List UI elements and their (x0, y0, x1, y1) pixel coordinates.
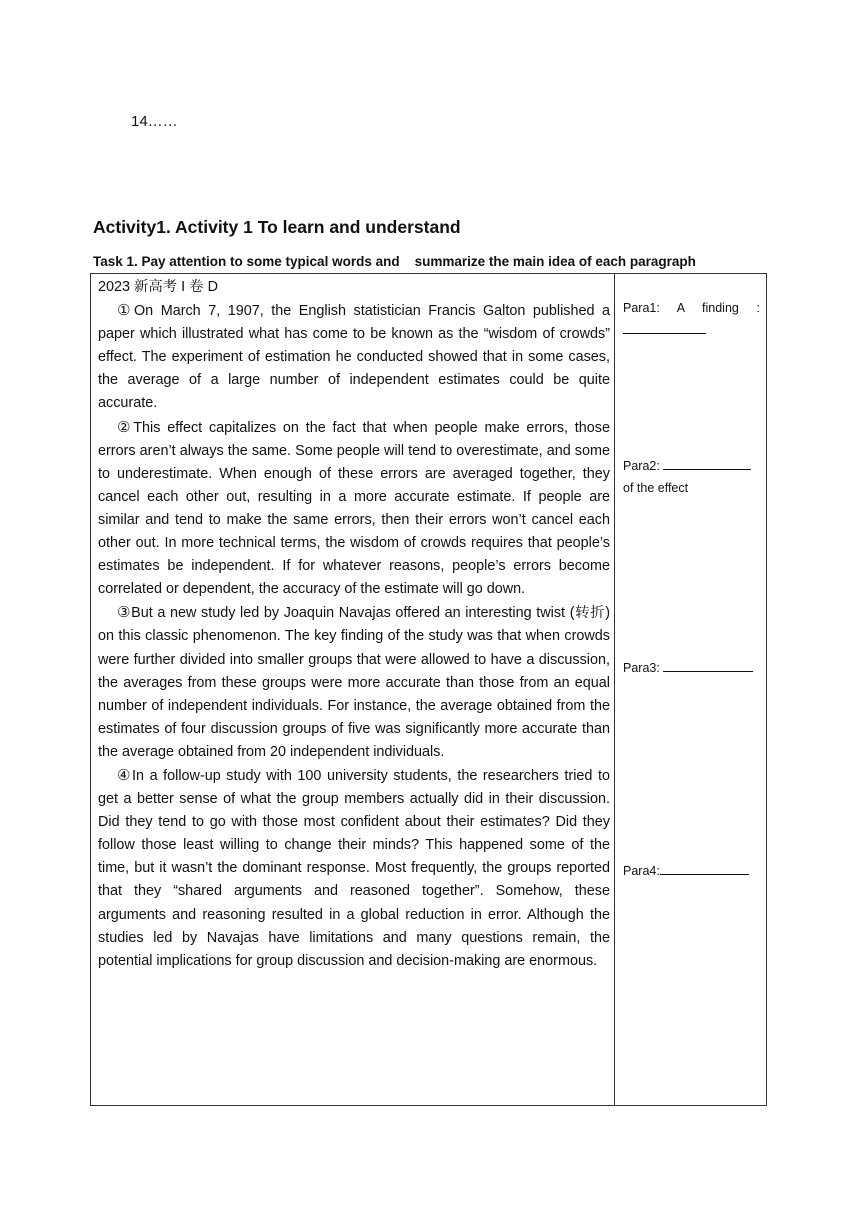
page-number-fragment: 14…… (131, 113, 178, 130)
paragraph-1 (98, 299, 610, 415)
para3-note (623, 657, 760, 679)
para2-suffix: of the effect (623, 481, 689, 495)
para1-note (623, 297, 760, 341)
task-instruction: Task 1. Pay attention to some typical words and summarize the main idea of each paragraph (93, 254, 696, 269)
para1-word-a: A (676, 301, 685, 315)
paragraph-text: But a new study led by Joaquin Navajas offered an interesting twist (转折) on this classic phenomenon. The key finding of the study was that when crowds were further divided into smaller groups that were allowed to have a discussion, the averages from these groups were more accurate than those from an equal number of independent individuals. For instance, the average obtained from the estimates of four discussion groups of five was significantly more accurate than the average obtained from 20 independent individuals. (98, 605, 610, 760)
para2-label: Para2: (623, 459, 660, 473)
paragraph-text: In a follow-up study with 100 university students, the researchers tried to get a better sense of what the group members actually did in their discussion. Did they tend to go with those most confident about their estimates? Did they follow those least willing to change their minds? This happened some of the time, but it wasn’t the dominant response. Most frequently, the groups reported that they “shared arguments and reasoned together”. Somehow, these arguments and reasoning resulted in a global reduction in error. Although the studies led by Navajas have limitations and many questions remain, the potential implications for group discussion and decision-making are enormous. (98, 767, 610, 969)
paragraph-2 (98, 416, 610, 602)
para4-label: Para4: (623, 864, 660, 878)
para2-blank[interactable] (663, 457, 751, 470)
paragraph-text: This effect capitalizes on the fact that when people make errors, those errors aren’t always the same. Some people will tend to overestimate, and some to underestimate. When enough of these errors are averaged together, they cancel each other out, resulting in a more accurate estimate. If people are similar and tend to make the same errors, then their errors won’t cancel each other out. In more technical terms, the wisdom of crowds requires that people’s estimates be independent. If for whatever reasons, people’s errors become correlated or dependent, the accuracy of the estimate will go down. (98, 419, 611, 598)
table-column-divider (614, 274, 615, 1105)
para4-note (623, 860, 760, 882)
paragraph-marker: ④ (117, 765, 133, 784)
paragraph-marker: ③ (117, 603, 132, 622)
paragraph-text: On March 7, 1907, the English statistician Francis Galton published a paper which illustrated what has come to be known as the “wisdom of crowds” effect. The experiment of estimation he conducted showed that in some cases, the average of a large number of independent estimates could be quite accurate. (98, 303, 611, 412)
paragraph-marker: ② (117, 417, 134, 436)
activity-heading: Activity1. Activity 1 To learn and understand (93, 217, 461, 237)
para1-colon: : (756, 301, 760, 315)
paragraph-4 (98, 764, 610, 973)
passage-cell (98, 276, 610, 973)
para3-label: Para3: (623, 661, 660, 675)
passage-source: 2023 新高考 I 卷 D (98, 279, 218, 295)
paragraph-3 (98, 601, 610, 764)
para4-blank[interactable] (660, 862, 749, 875)
para1-word-finding: finding (702, 301, 739, 315)
para3-blank[interactable] (663, 659, 753, 672)
paragraph-marker: ① (117, 301, 134, 320)
para1-label: Para1: (623, 301, 660, 315)
para1-blank[interactable] (623, 321, 706, 334)
para2-note (623, 455, 760, 499)
